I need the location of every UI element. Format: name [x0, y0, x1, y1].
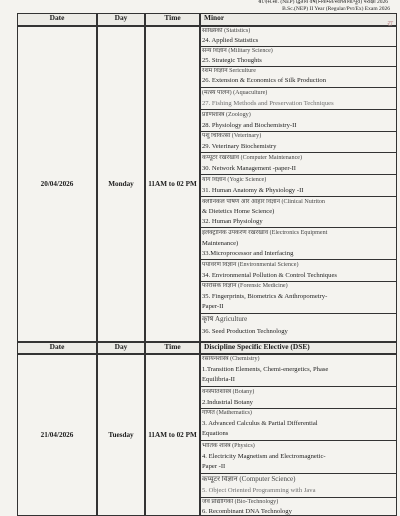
row-divider [200, 408, 397, 409]
subject-group-heading: पशु चिकित्सा (Veterinary) [202, 133, 262, 139]
subject-group-heading: क्लीनिकल पोषण और आहार विज्ञान (Clinical Nutriton [202, 199, 325, 205]
subject-group-heading: गणित (Mathematics) [202, 410, 252, 416]
exam-date-1: 20/04/2026 [17, 26, 97, 342]
row-divider [200, 386, 397, 387]
exam-day-1: Monday [97, 26, 145, 342]
row-divider [200, 109, 397, 110]
subject-group-heading: वनस्पतिशास्त्र (Botany) [202, 389, 255, 395]
row-divider [200, 313, 397, 314]
subject-group-heading: सैन्य विज्ञान (Military Science) [202, 48, 273, 54]
row-divider [200, 152, 397, 153]
col-header-time-2: Time [145, 342, 200, 354]
paper-line: 32. Human Physiology [202, 218, 263, 225]
subject-group-heading-cont: & Dietetics Home Science) [202, 208, 275, 215]
row-divider [200, 131, 397, 132]
exam-title-hindi: बी.एस.सी. (NEP) द्वितीय वर्ष(नियमित/स्वाध्यायी/पूर्व) परीक्षा 2026 [258, 0, 388, 5]
paper-line: 24. Applied Statistics [202, 37, 259, 44]
paper-line: 31. Human Anatomy & Physiology -II [202, 187, 304, 194]
subject-group-heading: कंप्यूटर विज्ञान (Computer Science) [202, 476, 296, 483]
row-divider [200, 440, 397, 441]
paper-line: 30. Network Management -paper-II [202, 165, 296, 172]
exam-header [0, 0, 400, 14]
subject-group-heading: भौतिक शास्त्र (Physics) [202, 443, 255, 449]
row-divider [200, 227, 397, 228]
subject-group-heading: इलेक्ट्रॉनिक उपकरण रखरखाव (Electronics Equipment [202, 230, 328, 236]
row-divider [200, 87, 397, 88]
paper-line: 35. Fingerprints, Biometrics & Anthropometry- [202, 293, 328, 300]
col-header-day: Day [97, 13, 145, 26]
row-divider [200, 174, 397, 175]
paper-line: 33.Microprocessor and Interfacing [202, 250, 294, 257]
paper-line-cont: Equilibria-II [202, 376, 235, 383]
subject-group-heading: जैव प्रौद्योगिकी (Bio-Technology) [202, 499, 279, 505]
paper-line: 3. Advanced Calculus & Partial Differential [202, 420, 318, 427]
paper-line: 26. Extension & Economics of Silk Production [202, 77, 326, 84]
row-divider [200, 66, 397, 67]
subject-group-heading: योग विज्ञान (Yogic Science) [202, 177, 267, 183]
paper-line: 29. Veterinary Biochemistry [202, 143, 277, 150]
row-divider [200, 281, 397, 282]
subject-group-heading: सांख्यिकी (Statistics) [202, 28, 251, 34]
row-divider [200, 196, 397, 197]
stamp-mark: रा [386, 19, 392, 28]
paper-line-cont: Paper -II [202, 463, 226, 470]
subject-group-heading: (मत्स्य पालन) (Aquaculture) [202, 90, 268, 96]
col-header-date-2: Date [17, 342, 97, 354]
exam-time-2: 11AM to 02 PM [145, 354, 200, 516]
paper-line: 28. Physiology and Biochemistry-II [202, 122, 297, 129]
row-divider [200, 473, 397, 474]
paper-line: 6. Recombinant DNA Technology [202, 508, 292, 515]
paper-line: 36. Seed Production Technology [202, 328, 288, 335]
paper-line-cont: Equations [202, 430, 229, 437]
subject-group-heading: फोरेंसिक विज्ञान (Forensic Medicine) [202, 283, 288, 289]
exam-time-1: 11AM to 02 PM [145, 26, 200, 342]
exam-date-2: 21/04/2026 [17, 354, 97, 516]
col-header-day-2: Day [97, 342, 145, 354]
subject-group-heading: रसायनशास्त्र (Chemistry) [202, 356, 260, 362]
exam-day-2: Tuesday [97, 354, 145, 516]
paper-line: 4. Electricity Magnetism and Electromagnetic- [202, 453, 326, 460]
paper-line: 5. Object Oriented Programming with Java [202, 487, 316, 494]
col-header-minor: Minor [200, 13, 397, 26]
subject-group-heading: कंप्यूटर रखरखाव (Computer Maintenance) [202, 155, 303, 161]
exam-title-english: B.Sc.(NEP) II Year (Regular/Pvt/Ex) Exam 2026 [282, 6, 390, 12]
row-divider [200, 259, 397, 260]
subject-group-heading: रेशम विज्ञान Sericulture [202, 68, 256, 74]
col-header-time: Time [145, 13, 200, 26]
subject-group-heading: पर्यावरण विज्ञान (Environmental Science) [202, 262, 299, 268]
paper-line: 27. Fishing Methods and Preservation Techniques [202, 100, 334, 107]
paper-line: 2.Industrial Botany [202, 399, 253, 406]
col-header-dse: Discipline Specific Elective (DSE) [200, 342, 397, 354]
col-header-date: Date [17, 13, 97, 26]
paper-line: 25. Strategic Thoughts [202, 57, 262, 64]
subject-group-heading: प्राणिशास्त्र (Zoology) [202, 112, 251, 118]
row-divider [200, 497, 397, 498]
paper-line: 34. Environmental Pollution & Control Techniques [202, 272, 337, 279]
subject-group-heading: कृषि Agriculture [202, 316, 248, 323]
subject-group-heading-cont: Maintenance) [202, 240, 239, 247]
paper-line-cont: Paper-II [202, 303, 224, 310]
paper-line: 1.Transition Elements, Chemi-energetics, Phase [202, 366, 329, 373]
row-divider [200, 46, 397, 47]
